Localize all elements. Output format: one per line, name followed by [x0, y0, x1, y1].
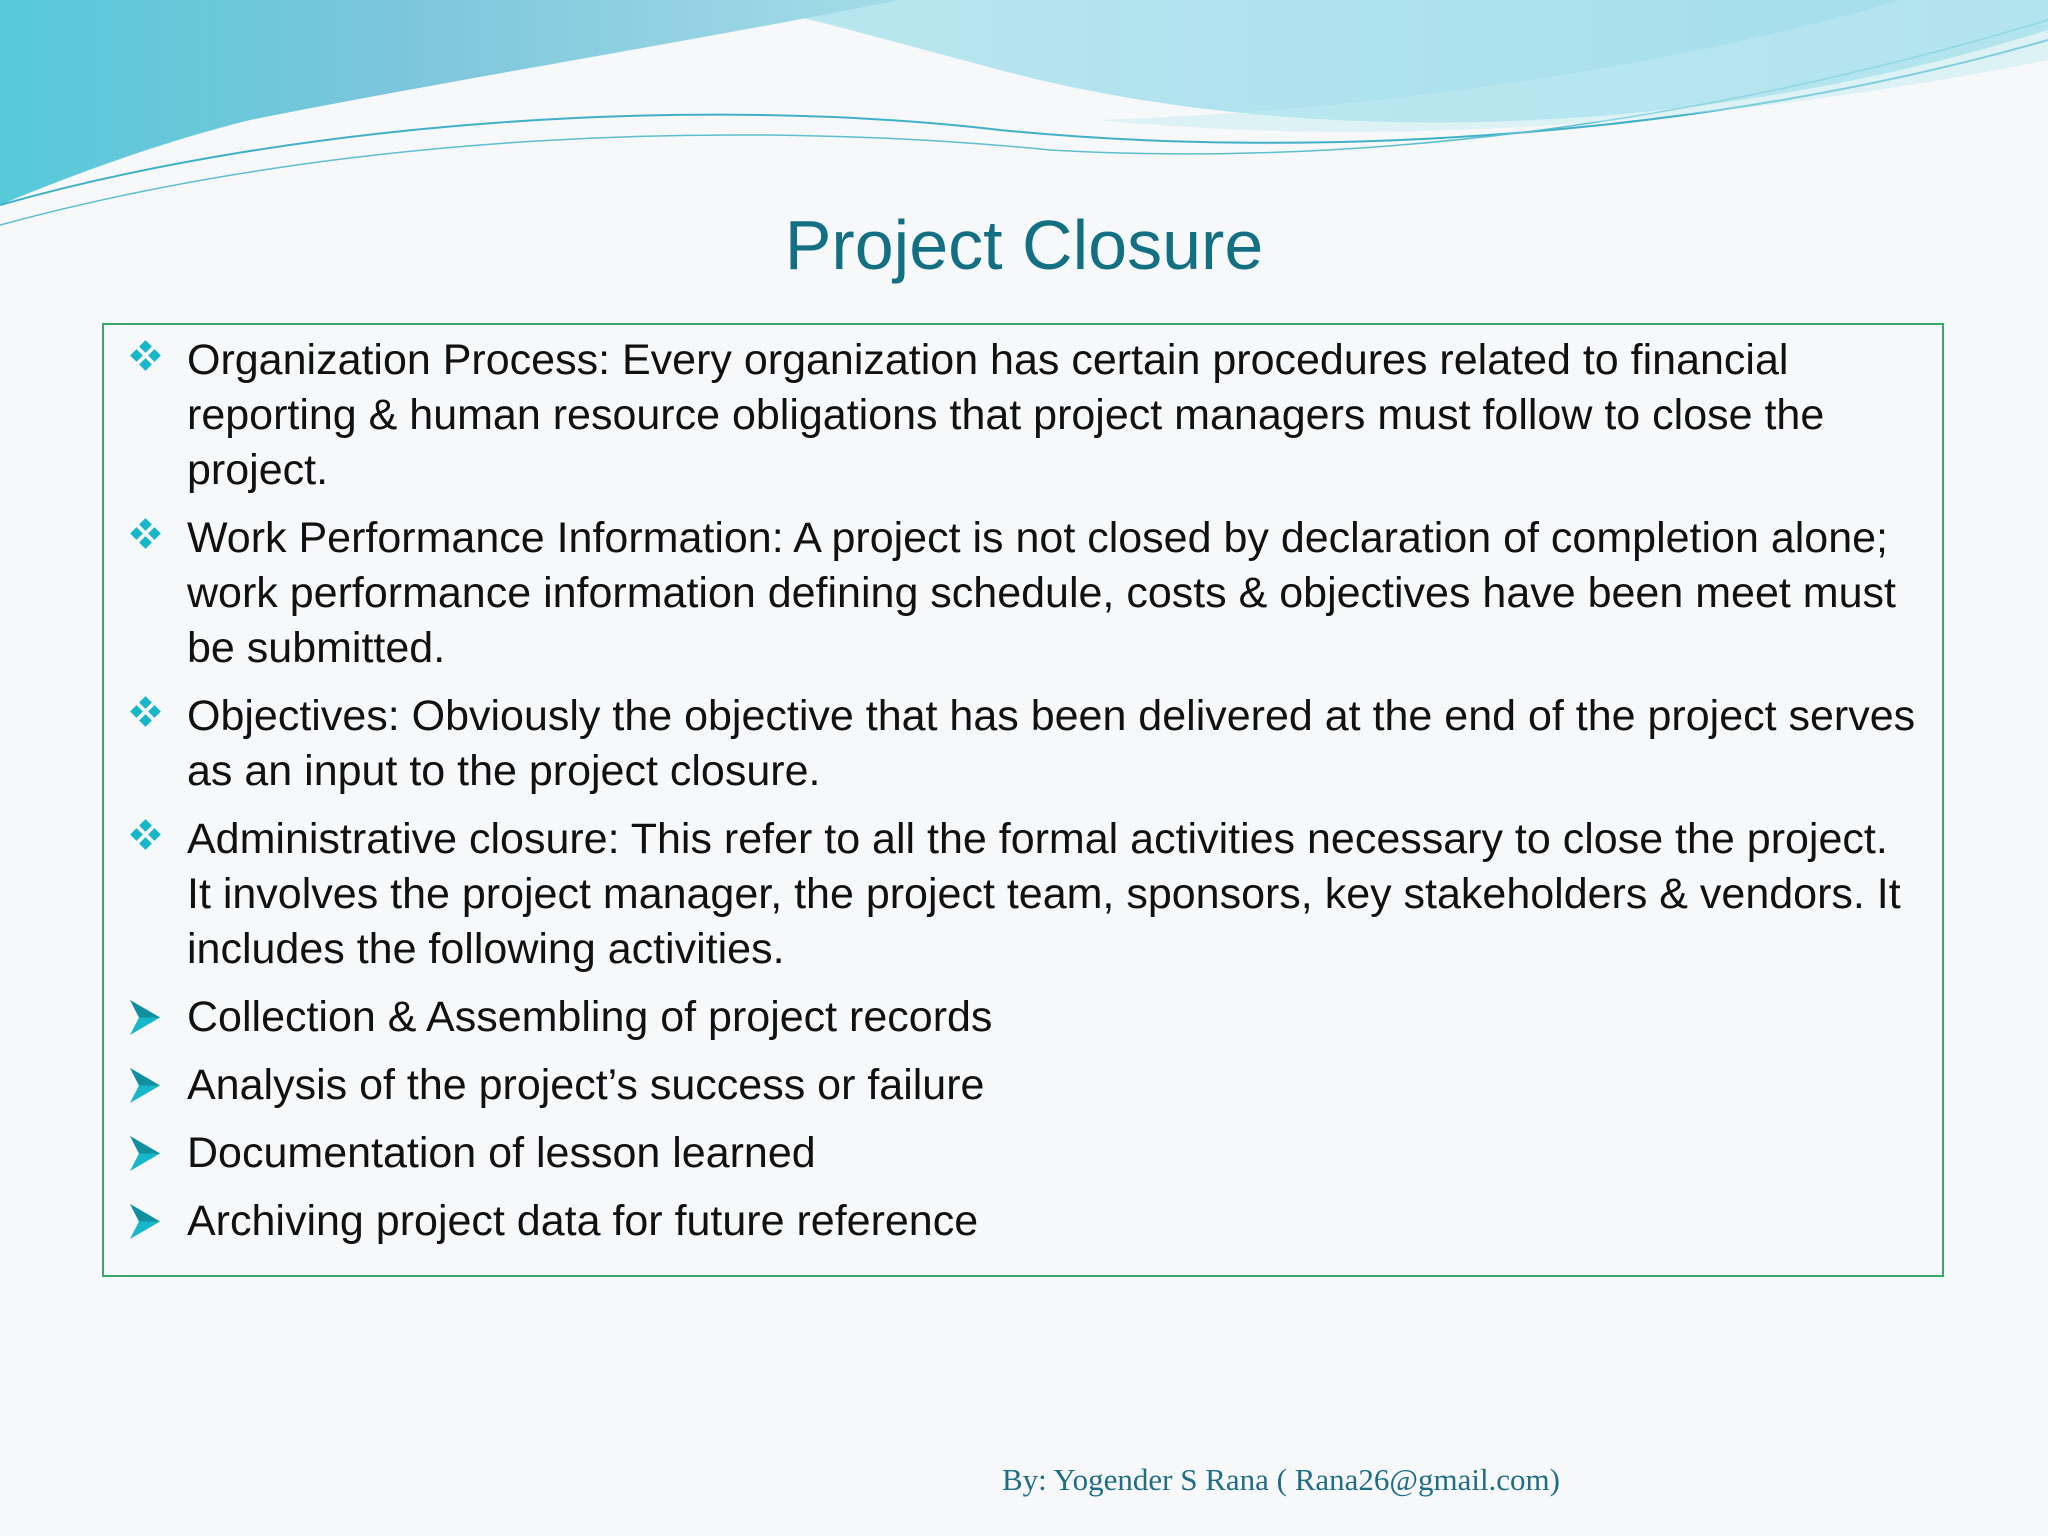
diamond-bullet-icon	[126, 812, 166, 867]
arrow-bullet-icon	[126, 1126, 166, 1181]
bullet-text: Organization Process: Every organization has certain procedures related to financial reporting & human resource obligations that project managers must follow to close the project.	[187, 336, 1825, 494]
diamond-bullet-icon	[126, 511, 166, 566]
bullet-text: Objectives: Obviously the objective that has been delivered at the end of the project serves as an input to the project closure.	[187, 692, 1916, 795]
bullet-text: Work Performance Information: A project is not closed by declaration of completion alone; work performance information defining schedule, costs & objectives have been meet must be submitted.	[187, 514, 1896, 672]
arrow-bullet-icon	[126, 990, 166, 1045]
slide-title: Project Closure	[784, 206, 1264, 284]
list-item	[126, 1126, 1922, 1181]
list-item	[126, 511, 1922, 676]
bullet-text: Collection & Assembling of project records	[187, 993, 993, 1041]
diamond-bullet-icon	[126, 333, 166, 388]
footer-author: By: Yogender S Rana ( Rana26@gmail.com)	[1001, 1462, 1560, 1497]
list-item	[126, 990, 1922, 1045]
diamond-bullet-icon	[126, 689, 166, 744]
content-box	[102, 323, 1944, 1277]
list-item	[126, 689, 1922, 799]
bullet-list	[126, 333, 1922, 1249]
bullet-text: Analysis of the project’s success or failure	[187, 1061, 985, 1109]
arrow-bullet-icon	[126, 1058, 166, 1113]
bullet-text: Archiving project data for future reference	[187, 1197, 979, 1245]
bullet-text: Administrative closure: This refer to all the formal activities necessary to close the project. It involves the project manager, the project team, sponsors, key stakeholders & vendors. It includes the following activities.	[187, 815, 1901, 973]
arrow-bullet-icon	[126, 1194, 166, 1249]
list-item	[126, 1058, 1922, 1113]
list-item	[126, 1194, 1922, 1249]
list-item	[126, 812, 1922, 977]
list-item	[126, 333, 1922, 498]
bullet-text: Documentation of lesson learned	[187, 1129, 816, 1177]
